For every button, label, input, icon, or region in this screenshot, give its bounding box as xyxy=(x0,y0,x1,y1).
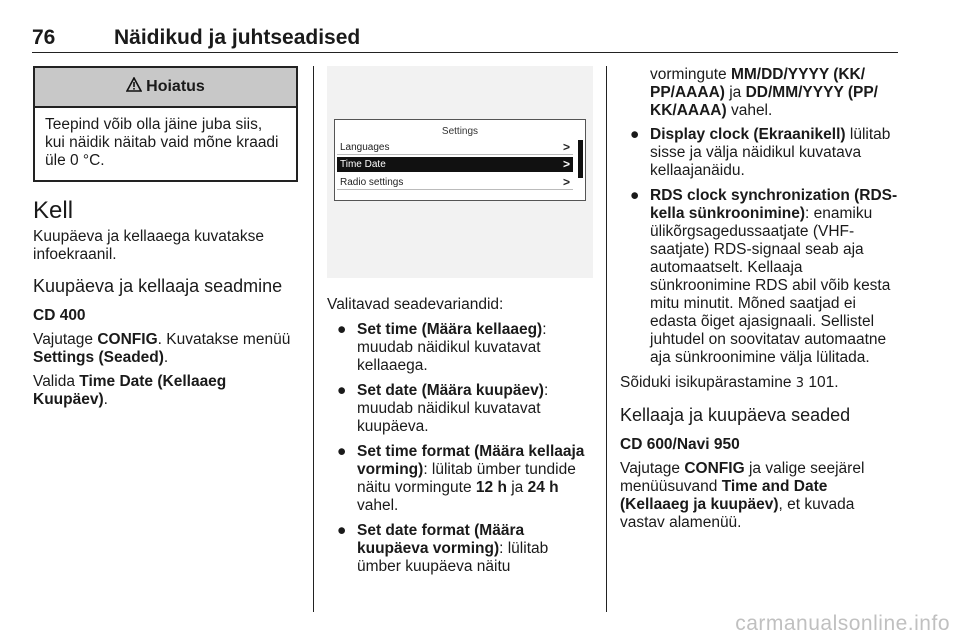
options-intro: Valitavad seadevariandid: xyxy=(327,296,504,313)
chevron-right-icon: > xyxy=(562,175,570,189)
clock-options-list xyxy=(620,126,900,367)
column-divider-2 xyxy=(606,66,607,612)
list-item: ● Set time (Määra kellaaeg): muudab näidikul kuvatavat kellaaega. xyxy=(337,321,547,374)
paragraph-config-cd600: Vajutage CONFIG ja valige seejärel menüüsuvand Time and Date (Kellaaeg ja kuupäev), et kuvada vastav alamenüü. xyxy=(620,460,865,531)
paragraph-config: Vajutage CONFIG. Kuvatakse menüü Settings (Seaded). xyxy=(33,331,291,366)
model-heading-cd600: CD 600/Navi 950 xyxy=(620,436,740,453)
list-item: ● Set date (Määra kuupäev): muudab näidikul kuvatavat kuupäeva. xyxy=(337,382,549,435)
list-item: ● Set time format (Määra kellaaja vorming): lülitab ümber tundide näitu vormingute 12 h ja 24 h vahel. xyxy=(337,443,585,514)
warning-box xyxy=(33,66,298,182)
warning-triangle-icon xyxy=(126,77,142,97)
chevron-right-icon: > xyxy=(562,140,570,154)
menu-item-radio-settings: Radio settings > xyxy=(337,175,573,190)
list-item: ● Display clock (Ekraanikell) lülitab sisse ja välja näidikul kuvatava kellaajanäidu. xyxy=(630,126,891,179)
menu-item-time-date: Time Date > xyxy=(337,157,573,172)
page-reference-arrow-icon: 3 xyxy=(795,376,805,391)
format-continuation: vormingute MM/DD/YYYY (KK/ PP/AAAA) ja DD/MM/YYYY (PP/ KK/AAAA) vahel. xyxy=(650,66,878,119)
page-number: 76 xyxy=(32,26,56,49)
model-heading-cd400: CD 400 xyxy=(33,307,86,324)
options-list xyxy=(327,321,593,576)
column-middle xyxy=(327,66,593,583)
intro-text: Kuupäeva ja kellaaega kuvatakse infoekraanil. xyxy=(33,228,264,263)
list-item: ● Set date format (Määra kuupäeva vorming): lülitab ümber kuupäeva näitu xyxy=(337,522,549,575)
settings-screen-illustration xyxy=(327,66,593,278)
paragraph-select: Valida Time Date (Kellaaeg Kuupäev). xyxy=(33,373,227,408)
page-header xyxy=(32,26,898,52)
header-rule xyxy=(32,52,898,53)
menu-item-languages: Languages > xyxy=(337,140,573,155)
section-title-time-date-settings: Kellaaja ja kuupäeva seaded xyxy=(620,405,851,425)
settings-menu-title: Settings xyxy=(441,126,479,137)
chevron-right-icon: > xyxy=(562,157,570,171)
column-right xyxy=(620,66,900,538)
watermark: carmanualsonline.info xyxy=(735,612,950,635)
scrollbar-indicator xyxy=(578,140,583,178)
list-item: ● RDS clock synchronization (RDS-kella sünkroonimine): enamiku ülikõrgsagedussaatjate (VHF-saatjate) RDS-signaal seab aja automaatselt. Kellaaja sünkroonimine RDS abil võib kesta mitu minutit. Mõned saatjad ei edasta õiget ajasignaali. Sellistel juhtudel on soovitatav automaatne aja sünkroonimine välja lülitada. xyxy=(630,187,898,366)
warning-title: Hoiatus xyxy=(146,78,205,95)
section-title-kell: Kell xyxy=(33,197,74,224)
column-divider-1 xyxy=(313,66,314,612)
settings-menu xyxy=(334,119,586,201)
warning-text: Teepind võib olla jäine juba siis, kui näidik näitab vaid mõne kraadi üle 0 °C. xyxy=(45,116,279,169)
column-left xyxy=(33,66,298,415)
chapter-title: Näidikud ja juhtseadised xyxy=(114,26,361,49)
warning-header xyxy=(35,68,296,108)
subsection-title: Kuupäeva ja kellaaja seadmine xyxy=(33,276,283,296)
personalization-reference: Sõiduki isikupärastamine 3 101. xyxy=(620,374,839,391)
